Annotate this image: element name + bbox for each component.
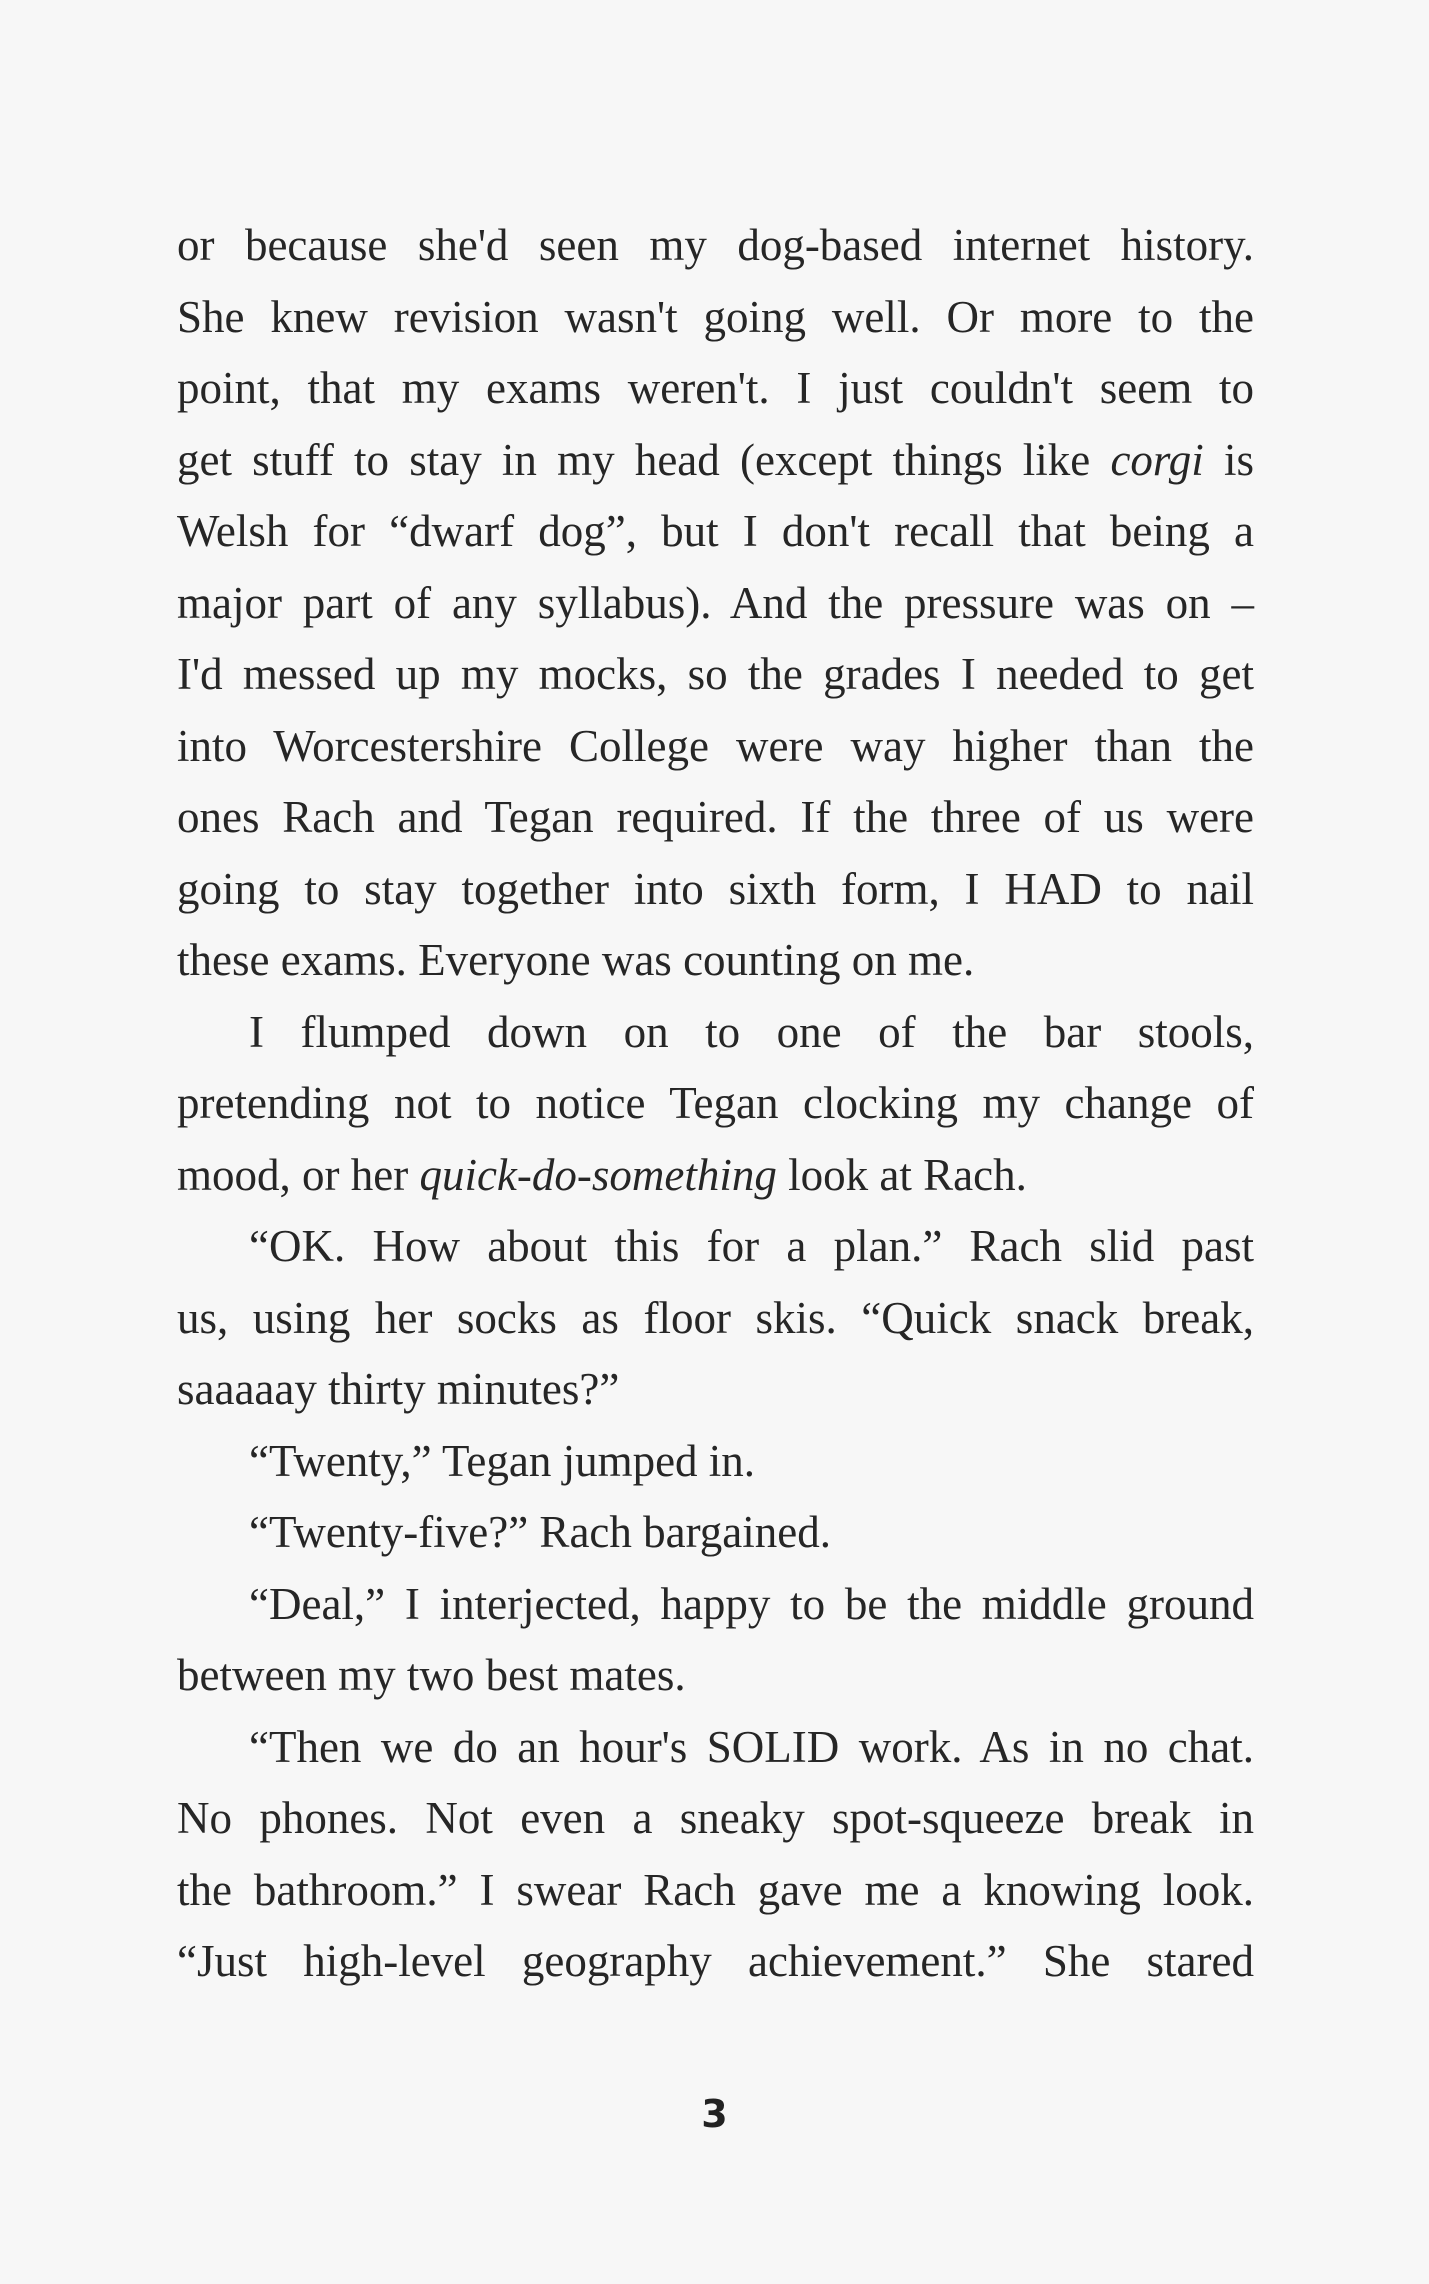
page-number: 3 [701, 2092, 728, 2136]
text-line: pretending not to notice Tegan clocking my change of [177, 1078, 1254, 1128]
text-line: into Worcestershire College were way higher than the [177, 720, 1254, 771]
text-line: “Twenty,” Tegan jumped in. [249, 1435, 756, 1486]
text-line: I flumped down on to one of the bar stools, [249, 1006, 1254, 1057]
text-line: between my two best mates. [177, 1650, 686, 1700]
text-line: She knew revision wasn't going well. Or more to the [177, 291, 1254, 342]
text-line: the bathroom.” I swear Rach gave me a knowing look. [177, 1864, 1254, 1915]
text-line: mood, or her quick-do-something look at Rach. [177, 1149, 1027, 1200]
text-line: “Just high-level geography achievement.” She stared [177, 1936, 1254, 1986]
text-line: I'd messed up my mocks, so the grades I needed to get [177, 649, 1254, 699]
text-line: major part of any syllabus). And the pressure was on – [177, 577, 1254, 628]
italic-word: corgi [1110, 434, 1204, 485]
text-line: “Deal,” I interjected, happy to be the middle ground [249, 1578, 1254, 1629]
text-line: saaaaay thirty minutes?” [177, 1364, 620, 1414]
text-line: Welsh for “dwarf dog”, but I don't recall that being a [177, 506, 1254, 556]
text-line: or because she'd seen my dog-based internet history. [177, 220, 1254, 270]
text-line: point, that my exams weren't. I just couldn't seem to [177, 363, 1254, 413]
text-line: “OK. How about this for a plan.” Rach slid past [249, 1221, 1254, 1271]
italic-phrase: quick-do-something [419, 1149, 777, 1200]
text-line: these exams. Everyone was counting on me. [177, 935, 975, 985]
text-line: going to stay together into sixth form, I HAD to nail [177, 863, 1254, 914]
text-line: ones Rach and Tegan required. If the three of us were [177, 792, 1254, 842]
text-line: “Twenty-five?” Rach bargained. [249, 1507, 831, 1557]
text-line: “Then we do an hour's SOLID work. As in no chat. [249, 1721, 1254, 1772]
body-text [177, 210, 1254, 1998]
text-line: No phones. Not even a sneaky spot-squeeze break in [177, 1793, 1254, 1843]
text-line: get stuff to stay in my head (except things like corgi is [177, 434, 1254, 485]
text-line: us, using her socks as floor skis. “Quick snack break, [177, 1292, 1254, 1343]
